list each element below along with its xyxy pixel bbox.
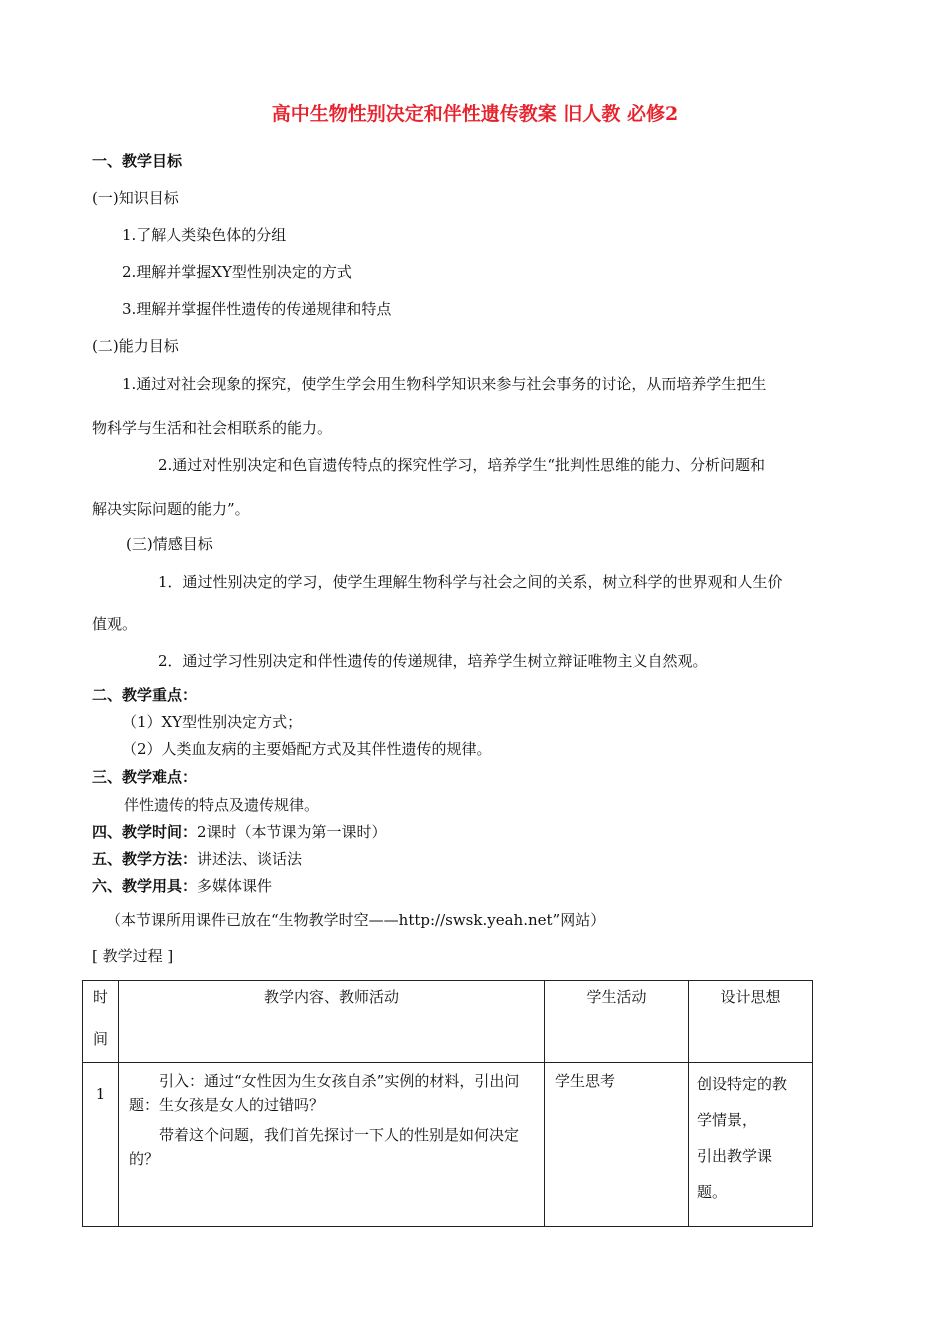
subheading-ability: (二)能力目标 — [92, 337, 179, 355]
key-point-item: （2）人类血友病的主要婚配方式及其伴性遗传的规律。 — [122, 740, 492, 758]
row-content-paragraph: 带着这个问题，我们首先探讨一下人的性别是如何决定的？ — [129, 1126, 520, 1168]
row-content — [119, 1063, 545, 1227]
header-student-activity: 学生活动 — [545, 981, 689, 1063]
difficulty-text: 伴性遗传的特点及遗传规律。 — [124, 796, 320, 814]
knowledge-item: 2.理解并掌握XY型性别决定的方式 — [122, 263, 352, 281]
teaching-tools-line — [92, 876, 272, 896]
section-heading-difficulty: 三、教学难点： — [92, 768, 198, 786]
ability-item-2-line1: 2.通过对性别决定和色盲遗传特点的探究性学习，培养学生“批判性思维的能力、分析问题和 — [158, 456, 765, 474]
ability-item-1-line2: 物科学与生活和社会相联系的能力。 — [92, 419, 333, 437]
emotion-item-1-line1: 1．通过性别决定的学习，使学生理解生物科学与社会之间的关系，树立科学的世界观和人生价 — [158, 573, 783, 591]
row-student-activity: 学生思考 — [545, 1063, 689, 1227]
row-content-paragraph: 引入：通过“女性因为生女孩自杀”实例的材料，引出问题：生女孩是女人的过错吗？ — [129, 1072, 520, 1114]
emotion-item-1-line2: 值观。 — [92, 615, 138, 633]
knowledge-item: 1.了解人类染色体的分组 — [122, 226, 287, 244]
row-design-idea — [689, 1063, 813, 1227]
design-line: 引出教学课 — [697, 1147, 773, 1165]
knowledge-item: 3.理解并掌握伴性遗传的传递规律和特点 — [122, 300, 392, 318]
courseware-note: （本节课所用课件已放在“生物教学时空——http://swsk.yeah.net”网站） — [106, 911, 606, 929]
teaching-method-line — [92, 849, 302, 869]
teaching-method-value: 讲述法、谈话法 — [197, 850, 303, 868]
section-heading-tools: 六、教学用具： — [92, 877, 198, 895]
subheading-knowledge: (一)知识目标 — [92, 189, 179, 207]
design-line: 学情景， — [697, 1111, 758, 1129]
design-line: 创设特定的教 — [697, 1075, 788, 1093]
subheading-emotion: (三)情感目标 — [126, 535, 213, 553]
design-line: 题。 — [697, 1183, 728, 1201]
section-heading-time: 四、教学时间： — [92, 823, 198, 841]
section-heading-key-points: 二、教学重点： — [92, 686, 198, 704]
teaching-tools-value: 多媒体课件 — [197, 877, 273, 895]
header-time-char1: 时 — [92, 988, 108, 1006]
section-heading-objectives: 一、教学目标 — [92, 152, 183, 170]
page-title: 高中生物性别决定和伴性遗传教案 旧人教 必修2 — [271, 103, 679, 125]
ability-item-2-line2: 解决实际问题的能力”。 — [92, 500, 250, 518]
section-heading-method: 五、教学方法： — [92, 850, 198, 868]
emotion-item-2: 2．通过学习性别决定和伴性遗传的传递规律，培养学生树立辩证唯物主义自然观。 — [158, 652, 708, 670]
table-row — [83, 1063, 813, 1227]
teaching-time-value: 2课时（本节课为第一课时） — [197, 823, 387, 841]
header-design-idea: 设计思想 — [689, 981, 813, 1063]
teaching-time-line — [92, 822, 387, 842]
header-time — [83, 981, 119, 1063]
process-label: [ 教学过程 ] — [92, 947, 174, 965]
ability-item-1-line1: 1.通过对社会现象的探究，使学生学会用生物科学知识来参与社会事务的讨论，从而培养学生把生 — [122, 375, 767, 393]
row-time: 1 — [83, 1063, 119, 1227]
key-point-item: （1）XY型性别决定方式； — [122, 713, 303, 731]
header-time-char2: 间 — [92, 1030, 108, 1048]
header-content: 教学内容、教师活动 — [119, 981, 545, 1063]
table-header-row — [83, 981, 813, 1063]
teaching-process-table — [82, 980, 813, 1227]
